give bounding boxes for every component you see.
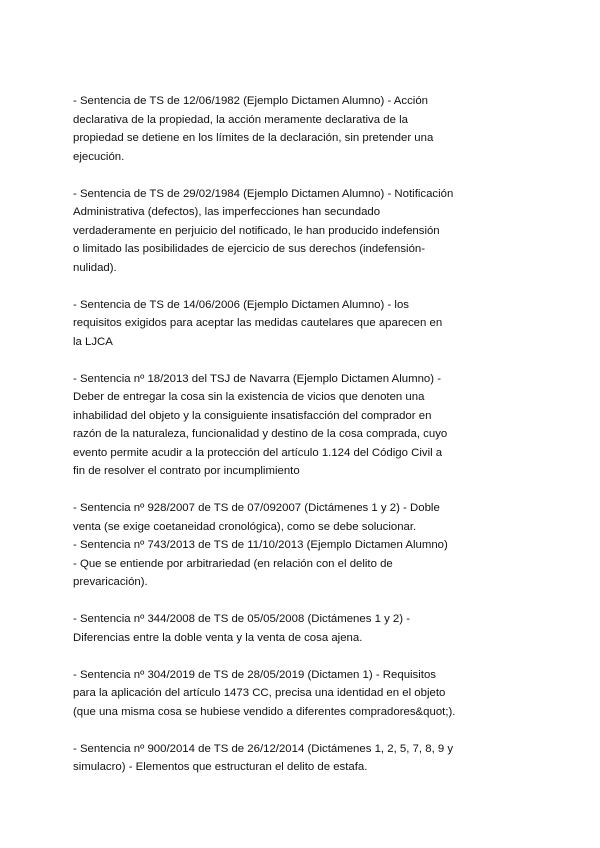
sentencia-entry: - Sentencia de TS de 14/06/2006 (Ejemplo Dictamen Alumno) - los requisitos exigidos para aceptar las medidas cautelares que aparecen en la LJCA: [73, 298, 443, 348]
document-body: [73, 92, 483, 795]
sentencia-entry: - Sentencia nº 344/2008 de TS de 05/05/2008 (Dictámenes 1 y 2) - Diferencias entre la doble venta y la venta de cosa ajena.: [73, 613, 411, 644]
sentencia-entry: - Sentencia nº 743/2013 de TS de 11/10/2013 (Ejemplo Dictamen Alumno) - Que se entiende por arbitrariedad (en relación con el delito de prevaricación).: [73, 539, 448, 588]
sentencia-entry: - Sentencia nº 928/2007 de TS de 07/092007 (Dictámenes 1 y 2) - Doble venta (se exige coetaneidad cronológica), como se debe solucionar.: [73, 502, 440, 533]
sentencia-entry: - Sentencia de TS de 29/02/1984 (Ejemplo Dictamen Alumno) - Notificación Administrativa (defectos), las imperfecciones han secundado verdaderamente en perjuicio del notificado, le han producido indefensión o limitado las posibilidades de ejercicio de sus derechos (indefensión- nulidad).: [73, 187, 454, 274]
sentencia-entry: - Sentencia nº 18/2013 del TSJ de Navarra (Ejemplo Dictamen Alumno) - Deber de entregar la cosa sin la existencia de vicios que denoten una inhabilidad del objeto y la consiguiente insatisfacción del comprador en razón de la naturaleza, funcionalidad y destino de la cosa comprada, cuyo evento permite acudir a la protección del artículo 1.124 del Código Civil a fin de resolver el contrato por incumplimiento: [73, 372, 448, 477]
sentencia-entry: - Sentencia nº 304/2019 de TS de 28/05/2019 (Dictamen 1) - Requisitos para la aplicación del artículo 1473 CC, precisa una identidad en el objeto (que una misma cosa se hubiese vendido a diferentes compradores&quot;).: [73, 668, 456, 718]
sentencia-entry: - Sentencia nº 900/2014 de TS de 26/12/2014 (Dictámenes 1, 2, 5, 7, 8, 9 y simulacro) - Elementos que estructuran el delito de estafa.: [73, 742, 454, 773]
sentencia-entry: - Sentencia de TS de 12/06/1982 (Ejemplo Dictamen Alumno) - Acción declarativa de la propiedad, la acción meramente declarativa de la propiedad se detiene en los límites de la declaración, sin pretender una ejecución.: [73, 95, 434, 163]
